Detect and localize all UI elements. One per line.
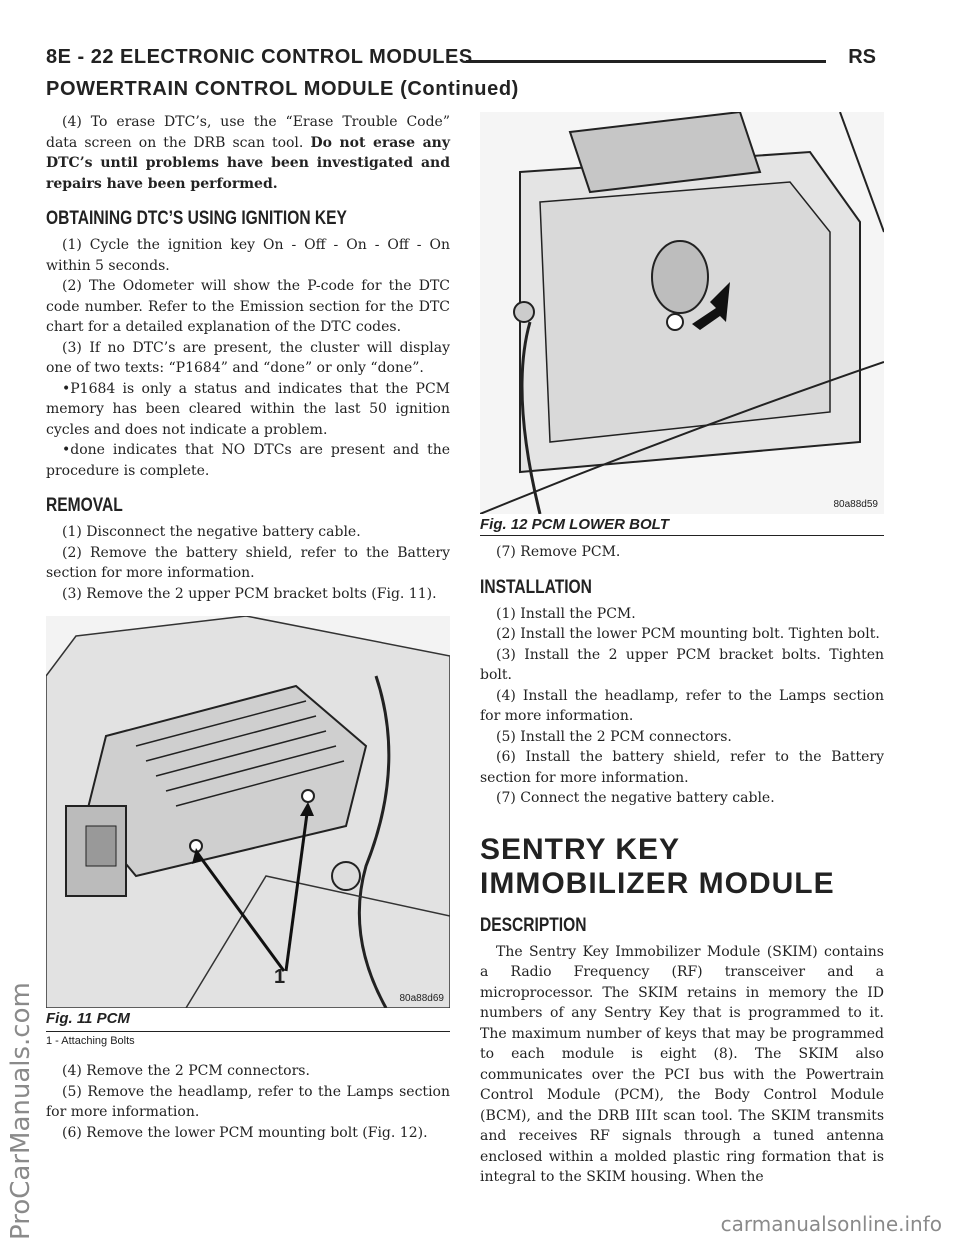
lower-bolt-illustration — [480, 112, 884, 514]
footer-site: carmanualsonline.info — [720, 1212, 942, 1236]
rem-step-4: (4) Remove the 2 PCM connectors. — [62, 1063, 310, 1079]
erase-paragraph — [46, 112, 450, 194]
figure-11-callout: 1 — [274, 966, 286, 988]
page-header — [46, 46, 876, 76]
left-column — [46, 112, 450, 1143]
section-continued-title: POWERTRAIN CONTROL MODULE (Continued) — [46, 78, 519, 100]
heading-skim: SENTRY KEY IMMOBILIZER MODULE — [480, 832, 835, 900]
figure-11-code: 80a88d69 — [399, 993, 444, 1004]
ins-step-2: (2) Install the lower PCM mounting bolt. Tighten bolt. — [496, 626, 880, 642]
erase-intro: (4) To erase DTC’s, use the “Erase Trouble Code” data screen on the DRB scan tool. — [46, 114, 450, 151]
heading-description: DESCRIPTION — [480, 914, 587, 936]
heading-ignition: OBTAINING DTC’S USING IGNITION KEY — [46, 208, 347, 229]
rem-step-3: (3) Remove the 2 upper PCM bracket bolts (Fig. 11). — [62, 585, 437, 602]
header-right: RS — [848, 46, 876, 68]
rem-step-6: (6) Remove the lower PCM mounting bolt (Fig. 12). — [62, 1124, 428, 1141]
erase-warning: Do not erase any DTC’s until problems have been investigated and repairs have been performed. — [46, 134, 450, 192]
rem-step-7: (7) Remove PCM. — [496, 544, 621, 560]
rem-step-1: (1) Disconnect the negative battery cable. — [62, 524, 361, 540]
ign-step-3: (3) If no DTC’s are present, the cluster will display one of two texts: “P1684” and “done” or only “done”. — [46, 339, 450, 376]
removal-continued — [46, 1061, 450, 1143]
ins-step-3: (3) Install the 2 upper PCM bracket bolts. Tighten bolt. — [480, 646, 884, 683]
pcm-illustration — [46, 616, 450, 1008]
figure-12 — [480, 112, 884, 536]
figure-11-image — [46, 616, 450, 1008]
figure-12-code: 80a88d59 — [833, 499, 878, 510]
figure-12-caption: Fig. 12 PCM LOWER BOLT — [480, 516, 884, 536]
header-rule — [466, 60, 826, 63]
right-column — [480, 112, 884, 1188]
rem-step-5: (5) Remove the headlamp, refer to the Lamps section for more information. — [46, 1083, 450, 1120]
ins-step-4: (4) Install the headlamp, refer to the Lamps section for more information. — [480, 687, 884, 724]
heading-removal: REMOVAL — [46, 495, 123, 516]
ins-step-5: (5) Install the 2 PCM connectors. — [496, 728, 732, 745]
bullet-p1684: •P1684 is only a status and indicates that the PCM memory has been cleared within the last 50 ignition cycles and does not indicate a problem. — [46, 380, 450, 438]
ins-step-7: (7) Connect the negative battery cable. — [496, 790, 775, 806]
figure-11-legend: 1 - Attaching Bolts — [46, 1031, 450, 1047]
heading-installation: INSTALLATION — [480, 576, 592, 598]
header-left: 8E - 22 ELECTRONIC CONTROL MODULES — [46, 46, 473, 68]
ign-step-1: (1) Cycle the ignition key On - Off - On - Off - On within 5 seconds. — [46, 237, 450, 274]
ins-step-1: (1) Install the PCM. — [496, 605, 636, 622]
ign-step-2: (2) The Odometer will show the P-code for the DTC code number. Refer to the Emission section for the DTC chart for a detailed explanation of the DTC codes. — [46, 278, 450, 335]
ins-step-6: (6) Install the battery shield, refer to the Battery section for more information. — [480, 749, 884, 786]
bullet-done: •done indicates that NO DTCs are present and the procedure is complete. — [46, 442, 450, 479]
skim-description: The Sentry Key Immobilizer Module (SKIM) contains a Radio Frequency (RF) transceiver and a microprocessor. The SKIM retains in memory the ID numbers of any Sentry Key that is programmed to it. The maximum number of keys that may be programmed to each module is eight (8). The SKIM also communicates over the PCI bus with the Powertrain Control Module (PCM), the Body Control Module (BCM), and the DRB IIIt scan tool. The SKIM transmits and receives RF signals through a tuned antenna enclosed within a molded plastic ring formation that is integral to the SKIM housing. When the — [480, 943, 884, 1185]
figure-12-image — [480, 112, 884, 514]
rem-step-2: (2) Remove the battery shield, refer to the Battery section for more information. — [46, 544, 450, 581]
figure-11 — [46, 616, 450, 1047]
figure-11-caption: Fig. 11 PCM — [46, 1010, 130, 1027]
watermark: ProCarManuals.com — [6, 982, 36, 1240]
